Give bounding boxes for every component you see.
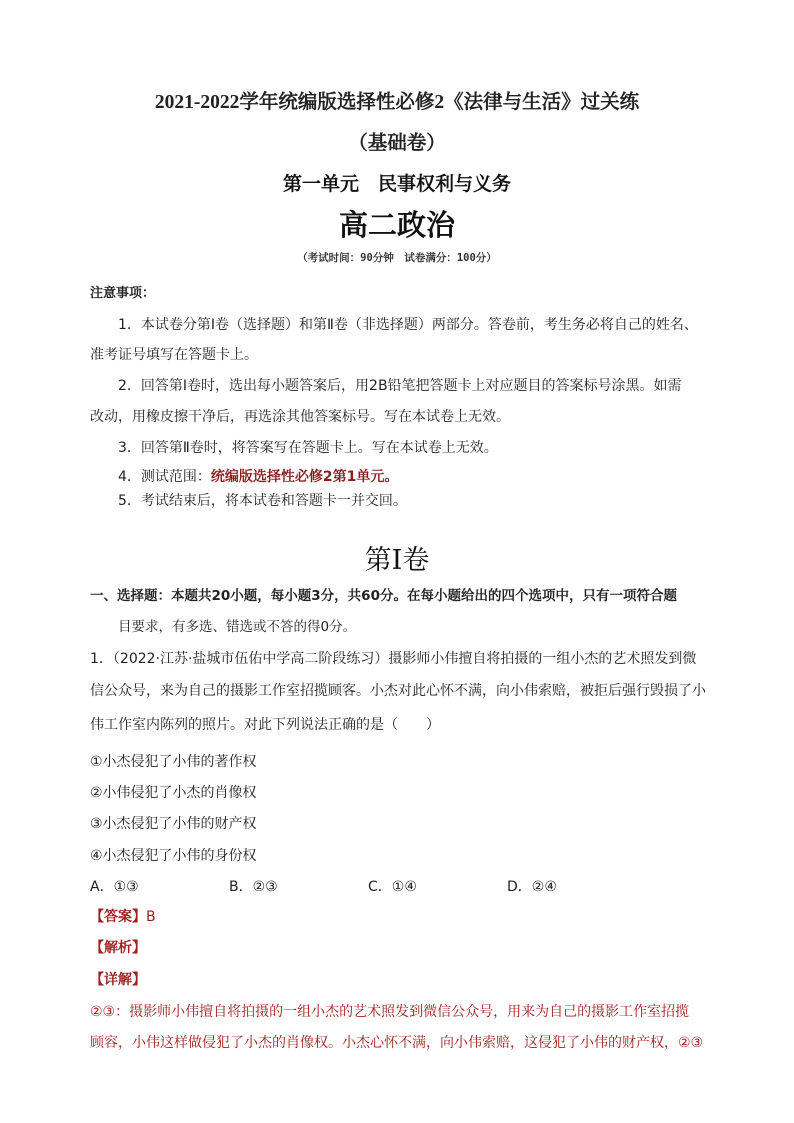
section-instructions-line-2: 目要求，有多选、错选或不答的得0分。 — [118, 619, 357, 635]
notice-item-1-line-2: 准考证号填写在答题卡上。 — [90, 347, 258, 363]
section-instructions-line-1: 一、选择题：本题共20小题，每小题3分，共60分。在每小题给出的四个选项中，只有一项符合题 — [90, 588, 677, 604]
statement-2: ②小伟侵犯了小杰的肖像权 — [90, 785, 257, 801]
answer — [90, 906, 156, 926]
option-d: D．②④ — [507, 879, 557, 895]
statement-1: ①小杰侵犯了小伟的著作权 — [90, 754, 257, 770]
notice-item-3: 3．回答第Ⅱ卷时，将答案写在答题卡上。写在本试卷上无效。 — [118, 440, 498, 456]
unit-title: 第一单元 民事权利与义务 — [282, 173, 511, 195]
section-title: 第Ⅰ卷 — [364, 545, 430, 575]
notice-item-5: 5．考试结束后，将本试卷和答题卡一并交回。 — [118, 493, 407, 509]
test-scope: 统编版选择性必修2第1单元。 — [210, 469, 399, 485]
document-subtitle: （基础卷） — [348, 133, 446, 154]
question-1-stem-line-3: 伟工作室内陈列的照片。对此下列说法正确的是（ ） — [90, 717, 440, 733]
answer-label: 【答案】 — [90, 909, 146, 925]
notice-item-4-label: 4．测试范围： — [118, 469, 211, 485]
statement-4: ④小杰侵犯了小伟的身份权 — [90, 848, 257, 864]
notice-item-2-line-2: 改动，用橡皮擦干净后，再选涂其他答案标号。写在本试卷上无效。 — [90, 409, 510, 425]
analysis-label: 【解析】 — [90, 940, 146, 956]
question-1-stem-line-2: 信公众号，来为自己的摄影工作室招揽顾客。小杰对此心怀不满，向小伟索赔，被拒后强行毁损了小 — [90, 683, 706, 699]
notice-item-4 — [118, 466, 398, 486]
answer-value: B — [146, 909, 156, 925]
statement-3: ③小杰侵犯了小伟的财产权 — [90, 816, 257, 832]
detail-label: 【详解】 — [90, 972, 146, 988]
document-title: 2021-2022学年统编版选择性必修2《法律与生活》过关练 — [154, 92, 640, 113]
option-c: C．①④ — [368, 879, 417, 895]
question-1-stem-line-1: 1．（2022·江苏·盐城市伍佑中学高二阶段练习）摄影师小伟擅自将拍摄的一组小杰的艺术照发到微 — [90, 651, 697, 667]
notice-heading: 注意事项： — [90, 286, 156, 301]
option-a: A．①③ — [90, 879, 139, 895]
option-b: B．②③ — [229, 879, 278, 895]
exam-info: （考试时间：90分钟 试卷满分：100分） — [297, 252, 497, 264]
subject-title: 高二政治 — [338, 208, 455, 242]
detail-line-1: ②③：摄影师小伟擅自将拍摄的一组小杰的艺术照发到微信公众号，用来为自己的摄影工作室招揽 — [90, 1004, 690, 1020]
notice-item-1-line-1: 1．本试卷分第Ⅰ卷（选择题）和第Ⅱ卷（非选择题）两部分。答卷前，考生务必将自己的姓名、 — [118, 317, 698, 333]
detail-line-2: 顾容，小伟这样做侵犯了小杰的肖像权。小杰心怀不满，向小伟索赔，这侵犯了小伟的财产权，②③ — [90, 1035, 704, 1051]
notice-item-2-line-1: 2．回答第Ⅰ卷时，选出每小题答案后，用2B铅笔把答题卡上对应题目的答案标号涂黑。如需 — [118, 378, 682, 394]
